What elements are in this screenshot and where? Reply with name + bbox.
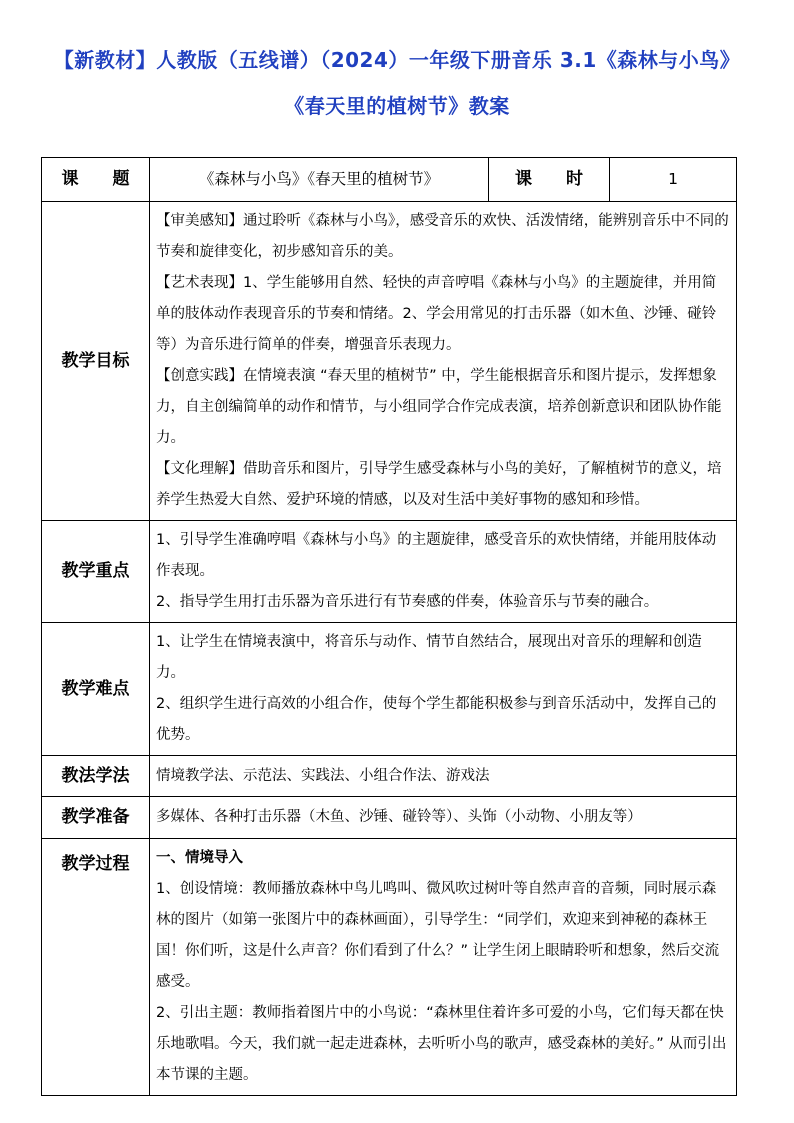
document-title-line-2: 《春天里的植树节》教案	[284, 94, 510, 118]
methods-row	[42, 756, 737, 797]
process-item: 2、引出主题：教师指着图片中的小鸟说：“森林里住着许多可爱的小鸟，它们每天都在快乐地歌唱。今天，我们就一起走进森林，去听听小鸟的歌声，感受森林的美好。” 从而引出本节课的主题。	[156, 1005, 727, 1083]
goal-expression: 【艺术表现】1、学生能够用自然、轻快的声音哼唱《森林与小鸟》的主题旋律，并用简单的肢体动作表现音乐的节奏和情绪。2、学会用常见的打击乐器（如木鱼、沙锤、碰铃等）为音乐进行简单的伴奏，增强音乐表现力。	[156, 275, 717, 353]
difficulty-item: 2、组织学生进行高效的小组合作，使每个学生都能积极参与到音乐活动中，发挥自己的优势。	[156, 696, 717, 743]
goal-culture: 【文化理解】借助音乐和图片，引导学生感受森林与小鸟的美好，了解植树节的意义，培养学生热爱大自然、爱护环境的情感，以及对生活中美好事物的感知和珍惜。	[156, 461, 722, 508]
difficulties-row	[42, 623, 737, 756]
goals-label: 教学目标	[42, 202, 150, 521]
difficulty-item: 1、让学生在情境表演中，将音乐与动作、情节自然结合，展现出对音乐的理解和创造力。	[156, 634, 702, 681]
difficulties-label: 教学难点	[42, 623, 150, 756]
methods-label: 教法学法	[42, 756, 150, 797]
process-item: 1、创设情境：教师播放森林中鸟儿鸣叫、微风吹过树叶等自然声音的音频，同时展示森林的图片（如第一张图片中的森林画面），引导学生：“同学们，欢迎来到神秘的森林王国！你们听，这是什么声音？你们看到了什么？” 让学生闭上眼睛聆听和想象，然后交流感受。	[156, 881, 720, 990]
key-points-row	[42, 521, 737, 623]
lesson-plan-table	[41, 157, 737, 1096]
process-heading: 一、情境导入	[156, 850, 243, 866]
key-points-label: 教学重点	[42, 521, 150, 623]
process-row	[42, 839, 737, 1096]
process-content	[150, 839, 737, 1096]
goals-content	[150, 202, 737, 521]
process-label: 教学过程	[42, 839, 150, 1096]
goals-row	[42, 202, 737, 521]
hours-label: 课 时	[489, 158, 610, 202]
topic-row	[42, 158, 737, 202]
goal-creative: 【创意实践】在情境表演 “春天里的植树节” 中，学生能根据音乐和图片提示，发挥想象力，自主创编简单的动作和情节，与小组同学合作完成表演，培养创新意识和团队协作能力。	[156, 368, 722, 446]
methods-content: 情境教学法、示范法、实践法、小组合作法、游戏法	[150, 756, 737, 797]
topic-value: 《森林与小鸟》《春天里的植树节》	[150, 158, 489, 202]
goal-aesthetic: 【审美感知】通过聆听《森林与小鸟》，感受音乐的欢快、活泼情绪，能辨别音乐中不同的节奏和旋律变化，初步感知音乐的美。	[156, 213, 729, 260]
topic-label: 课 题	[42, 158, 150, 202]
preparation-label: 教学准备	[42, 797, 150, 839]
key-points-content	[150, 521, 737, 623]
hours-value: 1	[610, 158, 737, 202]
document-title-line-1: 【新教材】人教版（五线谱）（2024）一年级下册音乐 3.1《森林与小鸟》	[53, 48, 741, 72]
preparation-row	[42, 797, 737, 839]
preparation-content: 多媒体、各种打击乐器（木鱼、沙锤、碰铃等）、头饰（小动物、小朋友等）	[150, 797, 737, 839]
key-point-item: 2、指导学生用打击乐器为音乐进行有节奏感的伴奏，体验音乐与节奏的融合。	[156, 594, 659, 610]
difficulties-content	[150, 623, 737, 756]
key-point-item: 1、引导学生准确哼唱《森林与小鸟》的主题旋律，感受音乐的欢快情绪，并能用肢体动作表现。	[156, 532, 717, 579]
